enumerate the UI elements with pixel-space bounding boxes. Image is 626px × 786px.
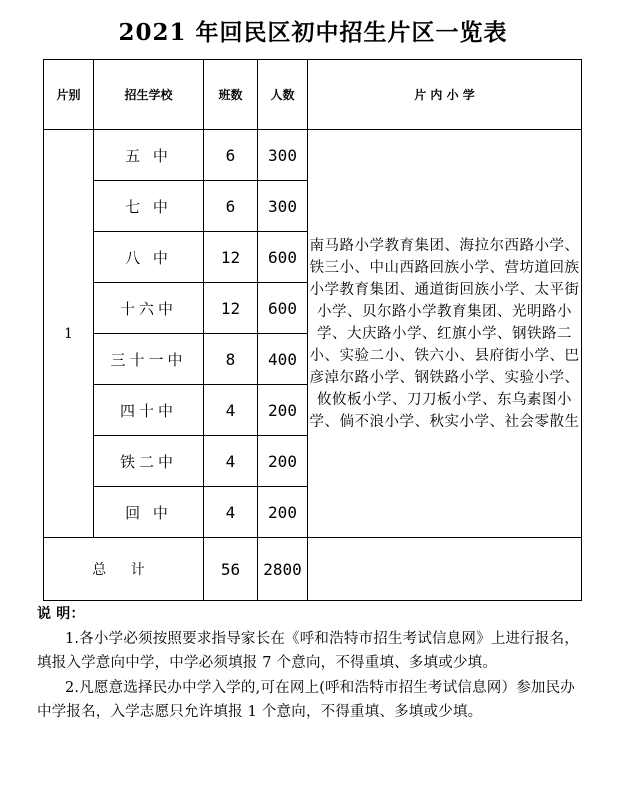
school-name: 四十中 bbox=[94, 385, 204, 436]
school-name: 八 中 bbox=[94, 232, 204, 283]
area-primary-schools: 南马路小学教育集团、海拉尔西路小学、铁三小、中山西路回族小学、营坊道回族小学教育集团、通道街回族小学、太平街小学、贝尔路小学教育集团、光明路小学、大庆路小学、红旗小学、钢铁路二小、实验二小、铁六小、县府街小学、巴彦淖尔路小学、钢铁路小学、实验小学、攸攸板小学、刀刀板小学、东乌素图小学、倘不浪小学、秋实小学、社会零散生 bbox=[308, 130, 582, 538]
student-count: 300 bbox=[258, 130, 308, 181]
notes-section bbox=[37, 602, 585, 725]
header-zone: 片别 bbox=[44, 60, 94, 130]
zone-number: 1 bbox=[44, 130, 94, 538]
school-name: 十六中 bbox=[94, 283, 204, 334]
class-count: 4 bbox=[204, 385, 258, 436]
header-classes: 班数 bbox=[204, 60, 258, 130]
class-count: 4 bbox=[204, 487, 258, 538]
total-area-empty bbox=[308, 538, 582, 601]
school-name: 五 中 bbox=[94, 130, 204, 181]
student-count: 200 bbox=[258, 487, 308, 538]
table-header-row bbox=[44, 60, 582, 130]
student-count: 400 bbox=[258, 334, 308, 385]
header-area-schools: 片 内 小 学 bbox=[308, 60, 582, 130]
class-count: 6 bbox=[204, 181, 258, 232]
school-name: 三十一中 bbox=[94, 334, 204, 385]
student-count: 200 bbox=[258, 436, 308, 487]
class-count: 6 bbox=[204, 130, 258, 181]
total-classes: 56 bbox=[204, 538, 258, 601]
class-count: 12 bbox=[204, 283, 258, 334]
notes-heading: 说 明： bbox=[37, 606, 85, 622]
school-name: 七 中 bbox=[94, 181, 204, 232]
page-title: 2021 年回民区初中招生片区一览表 bbox=[118, 19, 508, 46]
header-students: 人数 bbox=[258, 60, 308, 130]
note-item: 2.凡愿意选择民办中学入学的,可在网上(呼和浩特市招生考试信息网）参加民办中学报名，入学志愿只允许填报 1 个意向，不得重填、多填或少填。 bbox=[37, 679, 575, 720]
school-name: 铁二中 bbox=[94, 436, 204, 487]
class-count: 12 bbox=[204, 232, 258, 283]
student-count: 300 bbox=[258, 181, 308, 232]
total-label: 总 计 bbox=[44, 538, 204, 601]
note-item: 1.各小学必须按照要求指导家长在《呼和浩特市招生考试信息网》上进行报名，填报入学意向中学，中学必须填报 7 个意向，不得重填、多填或少填。 bbox=[37, 630, 580, 671]
student-count: 600 bbox=[258, 283, 308, 334]
header-school: 招生学校 bbox=[94, 60, 204, 130]
class-count: 4 bbox=[204, 436, 258, 487]
student-count: 600 bbox=[258, 232, 308, 283]
class-count: 8 bbox=[204, 334, 258, 385]
table-row bbox=[44, 130, 582, 181]
enrollment-zone-table bbox=[43, 59, 582, 601]
total-students: 2800 bbox=[258, 538, 308, 601]
student-count: 200 bbox=[258, 385, 308, 436]
total-row bbox=[44, 538, 582, 601]
school-name: 回 中 bbox=[94, 487, 204, 538]
